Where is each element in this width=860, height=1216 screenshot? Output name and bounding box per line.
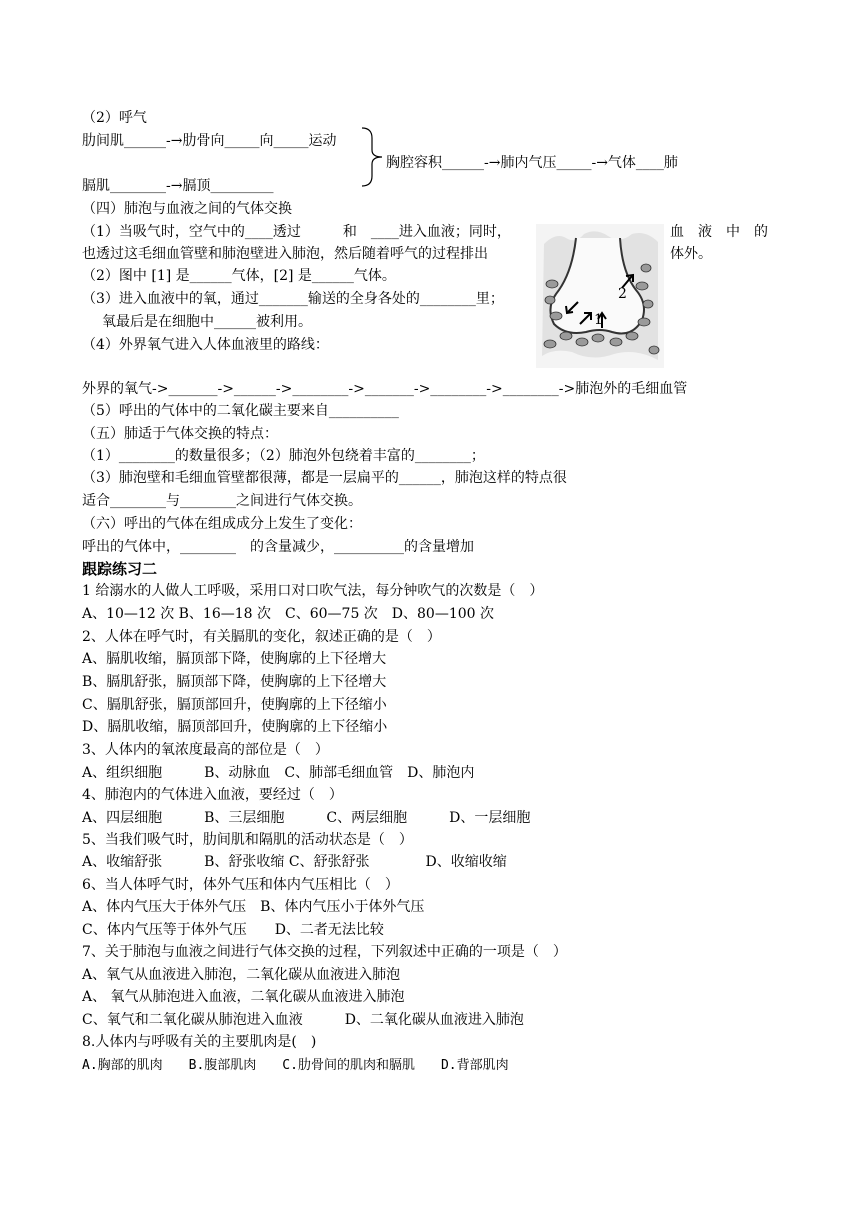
part4-q1-line1: （1）当吸气时，空气中的____透过 和 ____进入血液；同时， xyxy=(82,224,511,240)
exercise-line: 2、人体在呼气时，有关膈肌的变化，叙述正确的是（ ） xyxy=(82,629,441,645)
part4-q1-right-a: 血 液 中 的 xyxy=(670,224,768,240)
exercise-line: C、体内气压等于体外气压 D、二者无法比较 xyxy=(82,922,384,938)
exercise-line: 1 给溺水的人做人工呼吸，采用口对口吹气法，每分钟吹气的次数是（ ） xyxy=(82,583,544,599)
exercise-line: A、膈肌收缩，膈顶部下降，使胸廓的上下径增大 xyxy=(82,651,387,667)
part4-q3a: （3）进入血液中的氧，通过_______输送的全身各处的________里； xyxy=(82,291,504,307)
exhale-chest-line: 胸腔容积______-→肺内气压_____-→气体____肺 xyxy=(386,155,678,171)
part5-line1: （1）________的数量很多；（2）肺泡外包绕着丰富的________； xyxy=(82,448,485,464)
exercise-line: A、氧气从血液进入肺泡，二氧化碳从血液进入肺泡 xyxy=(82,967,401,983)
part4-q1-right-b: 体外。 xyxy=(670,246,712,262)
part4-q2: （2）图中 [1] 是______气体，[2] 是______气体。 xyxy=(82,268,396,284)
exercise-line: A、组织细胞 B、动脉血 C、肺部毛细血管 D、肺泡内 xyxy=(82,765,475,781)
part6-title: （六）呼出的气体在组成成分上发生了变化： xyxy=(82,516,362,532)
exercise-line: A、收缩舒张 B、舒张收缩 C、舒张舒张 D、收缩收缩 xyxy=(82,854,507,870)
part5-title: （五）肺适于气体交换的特点： xyxy=(82,426,278,442)
part4-q3b: 氧最后是在细胞中______被利用。 xyxy=(102,314,312,330)
part4-q4: （4）外界氧气进入人体血液里的路线： xyxy=(82,337,329,353)
part4-title: （四）肺泡与血液之间的气体交换 xyxy=(82,201,292,217)
exercise-line: A、10—12 次 B、16—18 次 C、60—75 次 D、80—100 次 xyxy=(82,606,495,622)
exercise-line: B、膈肌舒张，膈顶部下降，使胸廓的上下径增大 xyxy=(82,674,387,690)
exhale-rib-line: 肋间肌______-→肋骨向_____向_____运动 xyxy=(82,133,337,149)
part4-q1-line2: 也透过这毛细血管壁和肺泡壁进入肺泡，然后随着呼气的过程排出 xyxy=(82,246,488,262)
figure-label-2: 2 xyxy=(618,286,627,302)
part5-line3: 适合________与________之间进行气体交换。 xyxy=(82,493,362,509)
section-title: （2）呼气 xyxy=(82,110,147,126)
exercise-line: 6、当人体呼气时，体外气压和体内气压相比（ ） xyxy=(82,877,399,893)
exercise-line: 4、肺泡内的气体进入血液，要经过（ ） xyxy=(82,787,343,803)
exercise-line: A、四层细胞 B、三层细胞 C、两层细胞 D、一层细胞 xyxy=(82,810,531,826)
exercise-line: A、体内气压大于体外气压 B、体内气压小于体外气压 xyxy=(82,899,425,915)
part4-q5: （5）呼出的气体中的二氧化碳主要来自__________ xyxy=(82,403,399,419)
exercise-line: 5、当我们吸气时，肋间肌和隔肌的活动状态是（ ） xyxy=(82,832,413,848)
exercise-line: D、膈肌收缩，膈顶部回升，使胸廓的上下径缩小 xyxy=(82,719,388,735)
exercise-line: A.胸部的肌肉 B.腹部肌肉 C.肋骨间的肌肉和膈肌 D.背部肌肉 xyxy=(82,1058,509,1073)
part6-line1: 呼出的气体中，________ 的含量减少，__________的含量增加 xyxy=(82,539,474,555)
exercise-line: C、膈肌舒张，膈顶部回升，使胸廓的上下径缩小 xyxy=(82,697,387,713)
exhale-diaphragm-line: 膈肌________-→膈顶_________ xyxy=(82,178,274,194)
exercise-line: 7、关于肺泡与血液之间进行气体交换的过程，下列叙述中正确的一项是（ ） xyxy=(82,944,567,960)
figure-label-1: 1 xyxy=(594,312,603,328)
oxygen-route: 外界的氧气->_______->______->________->_______->________->________->肺泡外的毛细血管 xyxy=(82,381,688,397)
exercise-line: A、 氧气从肺泡进入血液，二氧化碳从血液进入肺泡 xyxy=(82,989,405,1005)
part5-line2: （3）肺泡壁和毛细血管壁都很薄，都是一层扁平的______，肺泡这样的特点很 xyxy=(82,470,567,486)
exercise-line: C、氧气和二氧化碳从肺泡进入血液 D、二氧化碳从血液进入肺泡 xyxy=(82,1012,524,1028)
alveolus-figure xyxy=(536,224,664,368)
exercise-heading: 跟踪练习二 xyxy=(82,560,158,578)
exercise-line: 3、人体内的氧浓度最高的部位是（ ） xyxy=(82,742,329,758)
exercise-line: 8.人体内与呼吸有关的主要肌肉是( ) xyxy=(82,1034,317,1050)
